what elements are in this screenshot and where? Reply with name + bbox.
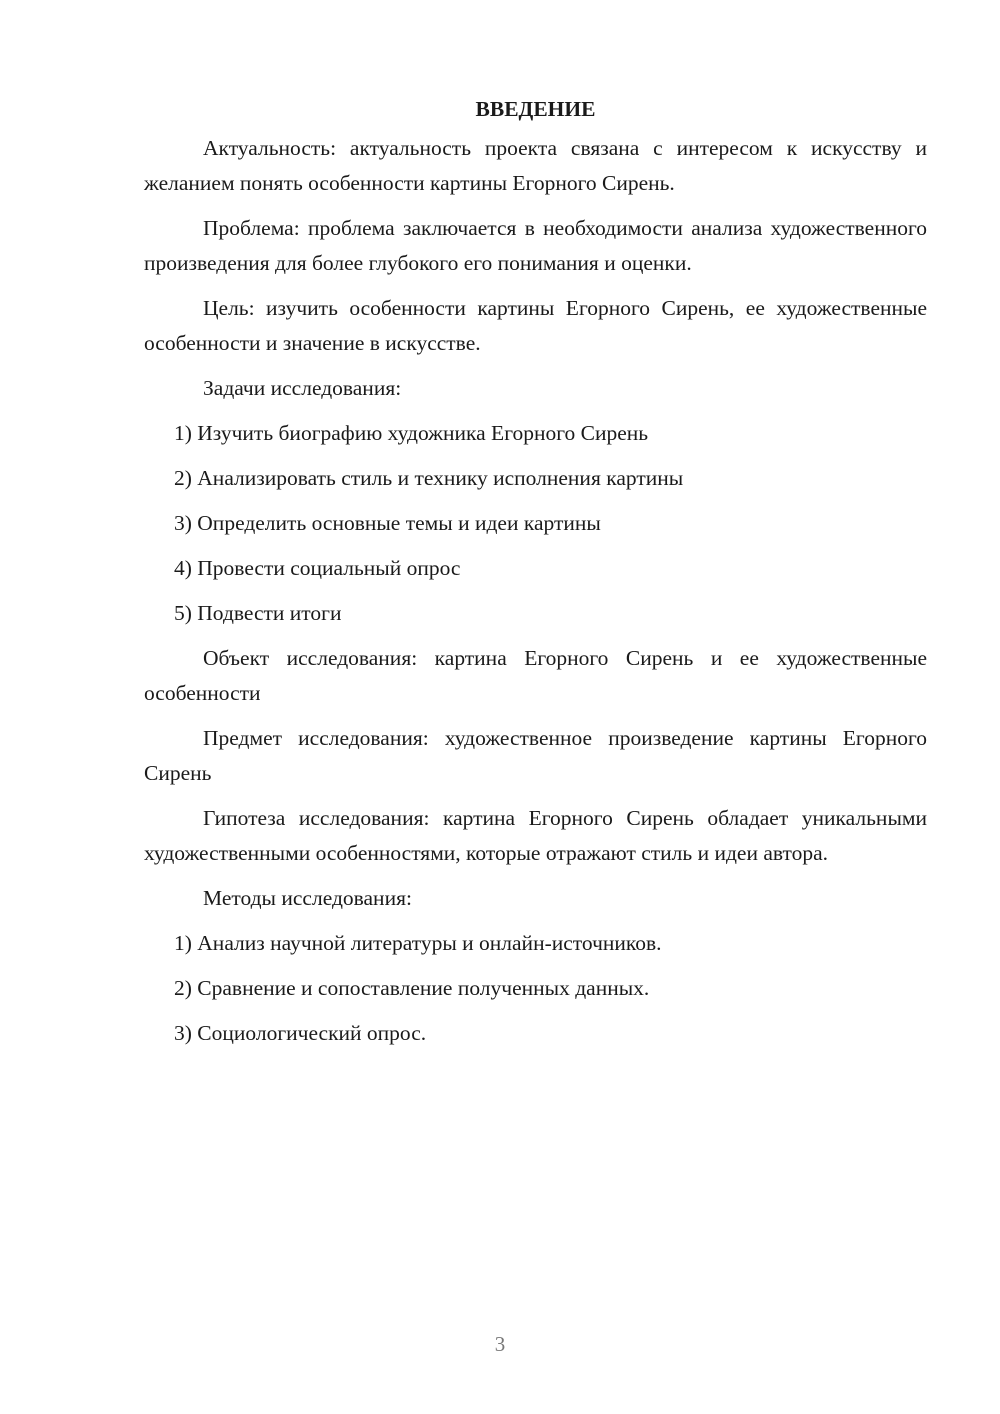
problem-paragraph: Проблема: проблема заключается в необходимости анализа художественного произведения для более глубокого его понимания и оценки. [144, 216, 927, 275]
section-heading: ВВЕДЕНИЕ [475, 97, 596, 121]
methods-list [144, 926, 927, 1051]
page-number: 3 [494, 1332, 506, 1356]
hypothesis-paragraph: Гипотеза исследования: картина Егорного Сирень обладает уникальными художественными особенностями, которые отражают стиль и идеи автора. [144, 806, 927, 865]
task-item: 3) Определить основные темы и идеи картины [174, 511, 601, 535]
task-item: 4) Провести социальный опрос [174, 556, 461, 580]
subject-paragraph: Предмет исследования: художественное произведение картины Егорного Сирень [144, 726, 927, 785]
method-item: 2) Сравнение и сопоставление полученных данных. [174, 976, 650, 1000]
method-item: 1) Анализ научной литературы и онлайн-источников. [174, 931, 662, 955]
tasks-list [144, 416, 927, 631]
goal-paragraph: Цель: изучить особенности картины Егорного Сирень, ее художественные особенности и значение в искусстве. [144, 296, 927, 355]
tasks-title: Задачи исследования: [203, 376, 402, 400]
page-content [144, 92, 927, 1061]
methods-title: Методы исследования: [203, 886, 412, 910]
object-paragraph: Объект исследования: картина Егорного Сирень и ее художественные особенности [144, 646, 927, 705]
method-item: 3) Социологический опрос. [174, 1021, 427, 1045]
relevance-paragraph: Актуальность: актуальность проекта связана с интересом к искусству и желанием понять особенности картины Егорного Сирень. [144, 136, 927, 195]
task-item: 1) Изучить биографию художника Егорного Сирень [174, 421, 649, 445]
task-item: 5) Подвести итоги [174, 601, 342, 625]
task-item: 2) Анализировать стиль и технику исполнения картины [174, 466, 684, 490]
